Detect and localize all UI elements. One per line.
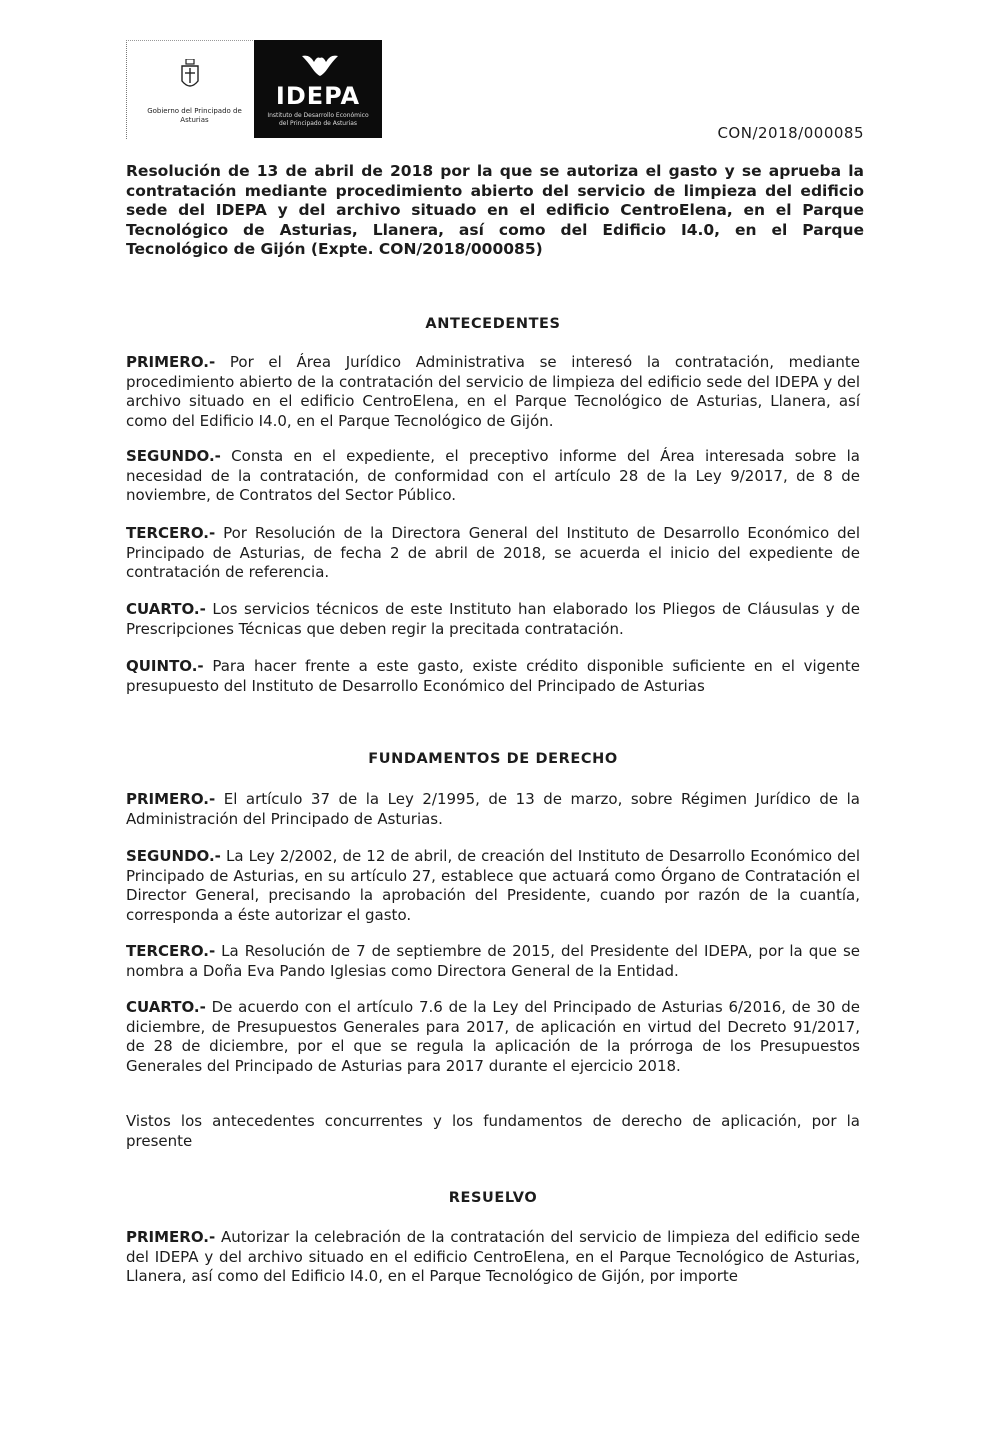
paragraph-lead: PRIMERO.-: [126, 1228, 216, 1246]
idepa-subtitle: Instituto de Desarrollo Económico del Principado de Asturias: [267, 112, 369, 127]
paragraph-text: Los servicios técnicos de este Instituto han elaborado los Pliegos de Cláusulas y de Prescripciones Técnicas que deben regir la precitada contratación.: [126, 600, 860, 638]
document-title: Resolución de 13 de abril de 2018 por la que se autoriza el gasto y se aprueba la contratación mediante procedimiento abierto del servicio de limpieza del edificio sede del IDEPA y del archivo situado en el edificio CentroElena, en el Parque Tecnológico de Asturias, Llanera, así como del Edificio I4.0, en el Parque Tecnológico de Gijón (Expte. CON/2018/000085): [126, 162, 864, 258]
paragraph-lead: CUARTO.-: [126, 600, 206, 618]
paragraph-text: Autorizar la celebración de la contratación del servicio de limpieza del edificio sede del IDEPA y del archivo situado en el edificio CentroElena, en el Parque Tecnológico de Asturias, Llanera, así como del Edificio I4.0, en el Parque Tecnológico de Gijón, por importe: [126, 1228, 860, 1286]
antecedente-paragraph: [126, 524, 860, 583]
antecedente-paragraph: [126, 600, 860, 639]
paragraph-lead: PRIMERO.-: [126, 790, 216, 808]
fundamento-paragraph: [126, 790, 860, 829]
reference-number: CON/2018/000085: [717, 124, 864, 142]
fundamento-paragraph: [126, 847, 860, 925]
antecedente-paragraph: [126, 353, 860, 431]
paragraph-lead: SEGUNDO.-: [126, 847, 221, 865]
section-heading-antecedentes: ANTECEDENTES: [425, 316, 561, 332]
antecedente-paragraph: [126, 657, 860, 696]
paragraph-lead: QUINTO.-: [126, 657, 204, 675]
vistos-paragraph: Vistos los antecedentes concurrentes y los fundamentos de derecho de aplicación, por la presente: [126, 1112, 860, 1150]
paragraph-text: Por Resolución de la Directora General del Instituto de Desarrollo Económico del Principado de Asturias, de fecha 2 de abril de 2018, se acuerda el inicio del expediente de contratación de referencia.: [126, 524, 860, 582]
resuelvo-paragraph: [126, 1228, 860, 1287]
paragraph-text: La Resolución de 7 de septiembre de 2015, del Presidente del IDEPA, por la que se nombra a Doña Eva Pando Iglesias como Directora General de la Entidad.: [126, 942, 860, 980]
idepa-bird-icon: [300, 52, 340, 78]
antecedente-paragraph: [126, 447, 860, 506]
idepa-logo: [254, 40, 382, 138]
idepa-brand: IDEPA: [275, 82, 361, 110]
section-heading-resuelvo: RESUELVO: [448, 1190, 538, 1206]
paragraph-text: De acuerdo con el artículo 7.6 de la Ley del Principado de Asturias 6/2016, de 30 de diciembre, de Presupuestos Generales para 2017, de aplicación en virtud del Decreto 91/2017, de 28 de diciembre, por el que se regula la aplicación de la prórroga de los Presupuestos Generales del Principado de Asturias para 2017 durante el ejercicio 2018.: [126, 998, 860, 1075]
coat-of-arms-icon: [179, 59, 201, 93]
fundamento-paragraph: [126, 942, 860, 981]
paragraph-text: Para hacer frente a este gasto, existe crédito disponible suficiente en el vigente presupuesto del Instituto de Desarrollo Económico del Principado de Asturias: [126, 657, 860, 695]
paragraph-text: Consta en el expediente, el preceptivo informe del Área interesada sobre la necesidad de la contratación, de conformidad con el artículo 28 de la Ley 9/2017, de 8 de noviembre, de Contratos del Sector Público.: [126, 447, 860, 505]
paragraph-lead: PRIMERO.-: [126, 353, 216, 371]
paragraph-text: El artículo 37 de la Ley 2/1995, de 13 de marzo, sobre Régimen Jurídico de la Administración del Principado de Asturias.: [126, 790, 860, 828]
section-heading-fundamentos: FUNDAMENTOS DE DERECHO: [368, 751, 618, 767]
gov-logo-text: Gobierno del Principado de Asturias: [147, 107, 242, 124]
paragraph-lead: CUARTO.-: [126, 998, 206, 1016]
fundamento-paragraph: [126, 998, 860, 1076]
paragraph-lead: TERCERO.-: [126, 524, 216, 542]
paragraph-lead: TERCERO.-: [126, 942, 216, 960]
paragraph-text: La Ley 2/2002, de 12 de abril, de creación del Instituto de Desarrollo Económico del Principado de Asturias, en su artículo 27, establece que actuará como Órgano de Contratación el Director General, precisando la aprobación del Presidente, cuando por razón de la cuantía, corresponda a éste autorizar el gasto.: [126, 847, 860, 924]
gobierno-asturias-logo: [126, 40, 255, 139]
paragraph-lead: SEGUNDO.-: [126, 447, 221, 465]
paragraph-text: Por el Área Jurídico Administrativa se interesó la contratación, mediante procedimiento abierto de la contratación del servicio de limpieza del edificio sede del IDEPA y del archivo situado en el edificio CentroElena, en el Parque Tecnológico de Asturias, Llanera, así como del Edificio I4.0, en el Parque Tecnológico de Gijón.: [126, 353, 860, 430]
